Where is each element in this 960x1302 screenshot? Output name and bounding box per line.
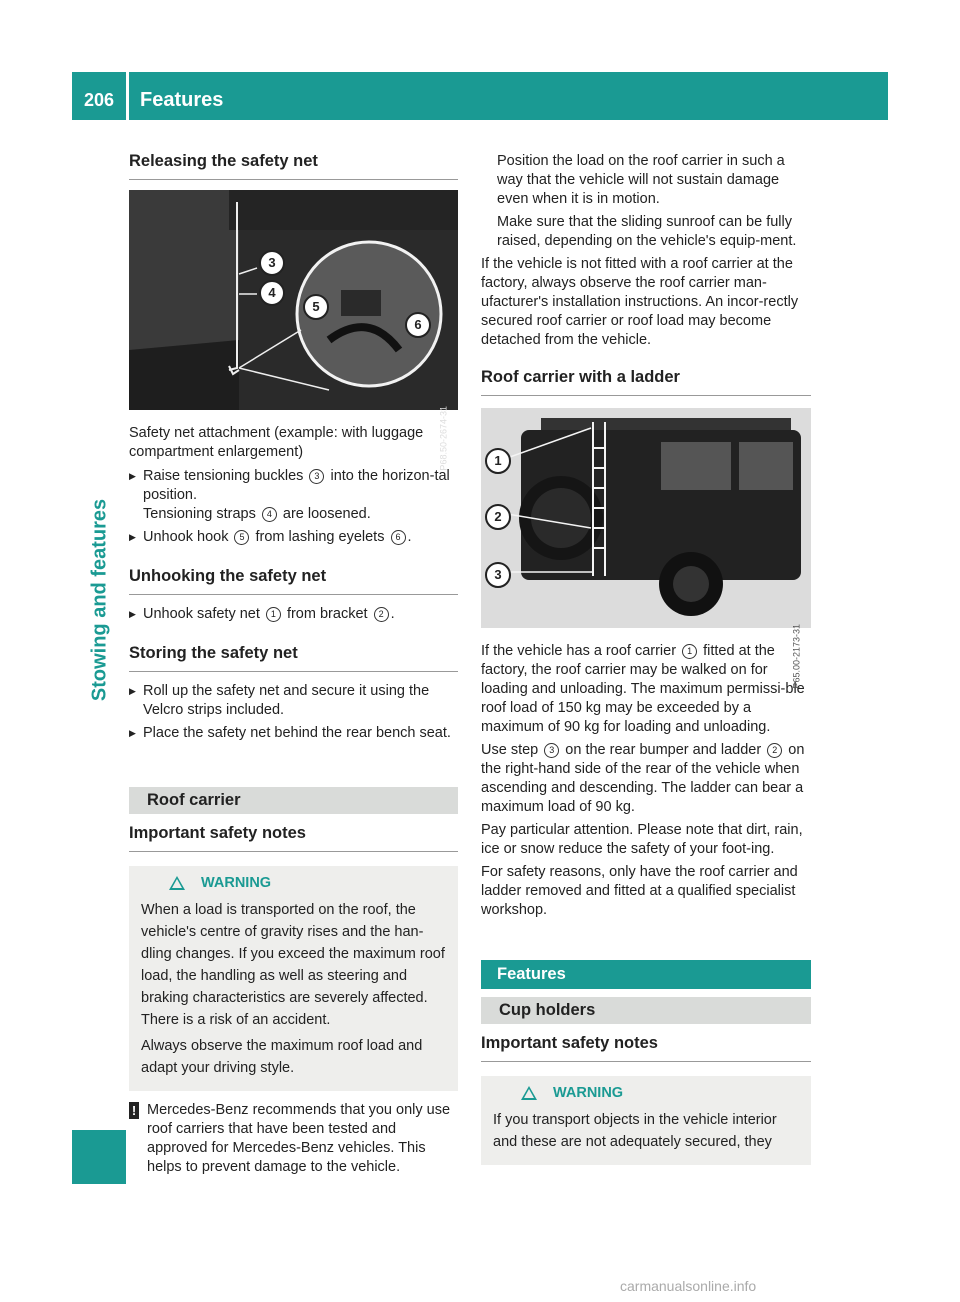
warning-text-2: Always observe the maximum roof load and adapt your driving style. bbox=[141, 1038, 423, 1076]
left-column bbox=[129, 152, 458, 1177]
warning-box bbox=[129, 866, 458, 1091]
header-divider bbox=[126, 72, 129, 120]
circled-1b: 1 bbox=[682, 644, 697, 659]
vehicle-illustration bbox=[481, 408, 811, 628]
paragraph-2: If the vehicle has a roof carrier 1 fitted at the factory, the roof carrier may be walked on for loading and unloading. The maximum permissi-ble roof load of 150 kg may be exceeded by a maximum of 90 kg for loading and unloading. bbox=[481, 643, 805, 735]
continued-text-1: Position the load on the roof carrier in such a way that the vehicle will not sustain damage even when it is in motion. bbox=[497, 153, 785, 207]
callout-1: 1 bbox=[485, 448, 511, 474]
callout-2: 2 bbox=[485, 504, 511, 530]
unhooking-heading: Unhooking the safety net bbox=[129, 567, 458, 595]
right-column bbox=[481, 152, 811, 1165]
callout-3: 3 bbox=[259, 250, 285, 276]
paragraph-1: If the vehicle is not fitted with a roof carrier at the factory, always observe the roof carrier man-ufacturer's installation instructions. An incor-rectly secured roof carrier or roof load may become detached from the vehicle. bbox=[481, 256, 799, 348]
photo-caption: Safety net attachment (example: with luggage compartment enlargement) bbox=[129, 425, 424, 460]
safety-net-illustration bbox=[129, 190, 458, 410]
ladder-heading: Roof carrier with a ladder bbox=[481, 368, 811, 396]
callout-4: 4 bbox=[259, 280, 285, 306]
important-heading: Important safety notes bbox=[129, 824, 458, 852]
note-text: Mercedes-Benz recommends that you only use roof carriers that have been tested and approved for Mercedes-Benz vehicles. This helps to prevent damage to the vehicle. bbox=[147, 1102, 451, 1175]
note bbox=[129, 1101, 458, 1177]
paragraph-3: Use step 3 on the rear bumper and ladder 2 on the right-hand side of the rear of the vehicle when ascending and descending. The ladder can bear a maximum load of 90 kg. bbox=[481, 742, 805, 815]
cup-holders-banner: Cup holders bbox=[481, 997, 811, 1024]
circled-4: 4 bbox=[262, 507, 277, 522]
storing-heading: Storing the safety net bbox=[129, 644, 458, 672]
paragraph-5: For safety reasons, only have the roof carrier and ladder removed and fitted at a qualified specialist workshop. bbox=[481, 864, 798, 918]
step-place-net: ▶ Place the safety net behind the rear bench seat. bbox=[129, 724, 458, 743]
features-banner: Features bbox=[481, 960, 811, 989]
section-title: Features bbox=[140, 89, 224, 111]
photo-code-2: P65.00-2173-31 bbox=[792, 624, 802, 689]
circled-5: 5 bbox=[234, 530, 249, 545]
continued-text-2: Make sure that the sliding sunroof can be fully raised, depending on the vehicle's equip-ment. bbox=[497, 214, 797, 249]
warning-title-2: WARNING bbox=[493, 1084, 803, 1103]
warning-icon-2 bbox=[521, 1086, 537, 1100]
circled-2: 2 bbox=[374, 607, 389, 622]
side-tab-label: Stowing and features bbox=[88, 498, 111, 702]
step-roll-up: ▶ Roll up the safety net and secure it using the Velcro strips included. bbox=[129, 682, 458, 720]
warning-title: WARNING bbox=[141, 874, 450, 893]
warning-text-3: If you transport objects in the vehicle interior and these are not adequately secured, they bbox=[493, 1112, 777, 1150]
circled-6: 6 bbox=[391, 530, 406, 545]
watermark: carmanualsonline.info bbox=[620, 1278, 757, 1294]
step-unhook-hook: ▶ Unhook hook 5 from lashing eyelets 6 . bbox=[129, 528, 458, 547]
step-raise-buckles: ▶ Raise tensioning buckles 3 into the horizon-tal position. Tensioning straps 4 are loosened. bbox=[129, 467, 458, 524]
circled-1: 1 bbox=[266, 607, 281, 622]
roof-carrier-banner: Roof carrier bbox=[129, 787, 458, 814]
paragraph-4: Pay particular attention. Please note that dirt, rain, ice or snow reduce the safety of your foot-ing. bbox=[481, 822, 803, 857]
warning-icon bbox=[169, 876, 185, 890]
page-number: 206 bbox=[84, 90, 115, 110]
step-unhook-net: ▶ Unhook safety net 1 from bracket 2 . bbox=[129, 605, 458, 624]
side-tab-marker bbox=[72, 1130, 126, 1184]
photo-code: P68.50-2674-31 bbox=[439, 406, 449, 471]
callout-3b: 3 bbox=[485, 562, 511, 588]
important-heading-2: Important safety notes bbox=[481, 1034, 811, 1062]
circled-3b: 3 bbox=[544, 743, 559, 758]
releasing-heading: Releasing the safety net bbox=[129, 152, 458, 180]
callout-5: 5 bbox=[303, 294, 329, 320]
circled-3: 3 bbox=[309, 469, 324, 484]
side-tab bbox=[60, 498, 140, 702]
circled-2b: 2 bbox=[767, 743, 782, 758]
callout-6: 6 bbox=[405, 312, 431, 338]
exclamation-icon: ! bbox=[129, 1102, 139, 1119]
warning-box-2 bbox=[481, 1076, 811, 1165]
warning-text-1: When a load is transported on the roof, the vehicle's centre of gravity rises and the han-dling changes. If you exceed the maximum roof load, the handling as well as steering and braking characteristics are severely affected. There is a risk of an accident. bbox=[141, 902, 445, 1028]
